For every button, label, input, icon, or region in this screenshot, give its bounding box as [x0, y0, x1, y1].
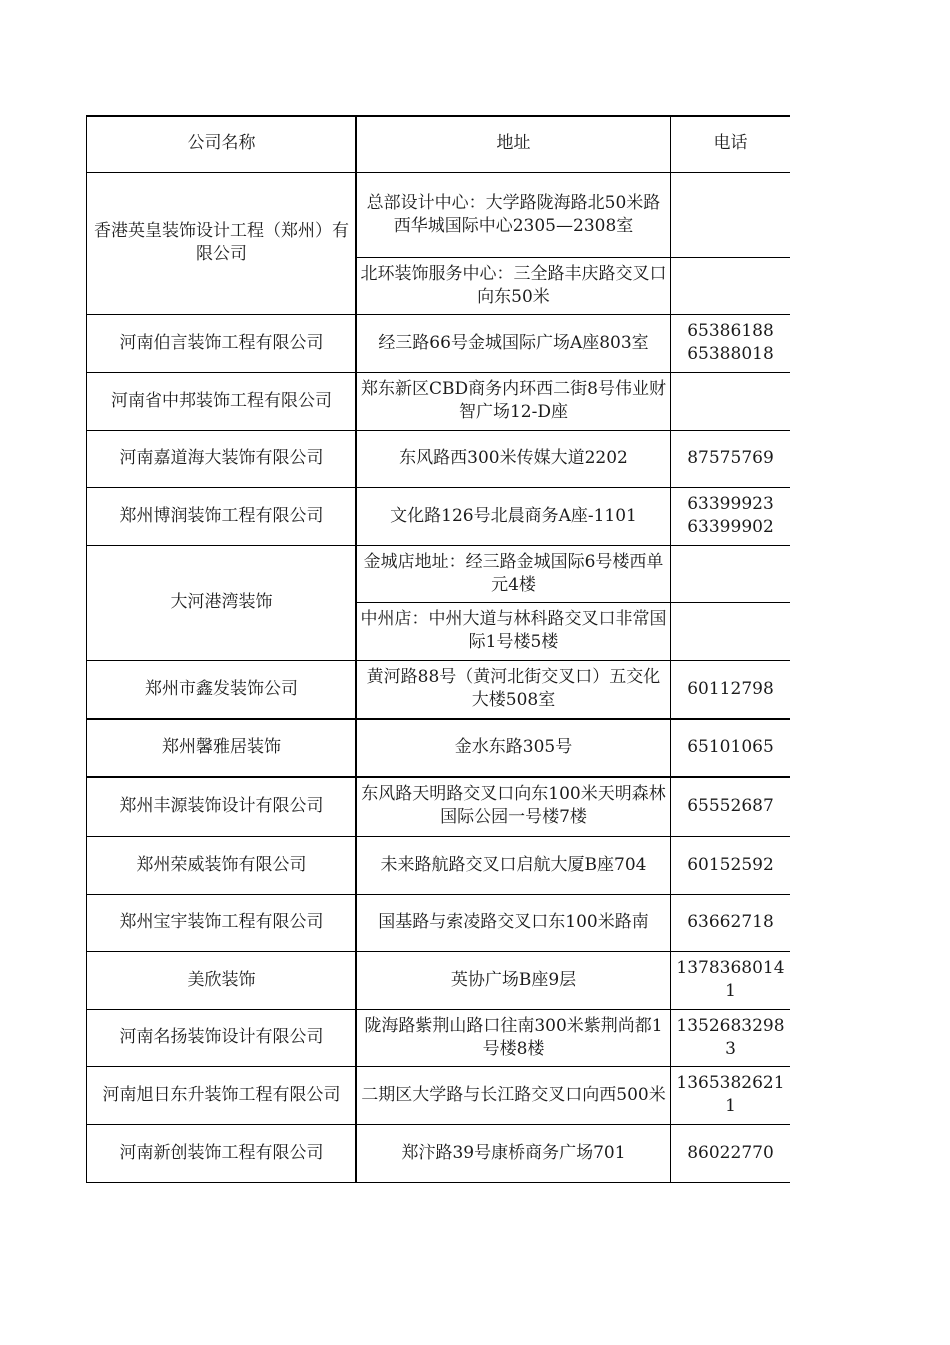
phone-cell	[673, 372, 788, 430]
address-cell: 英协广场B座9层	[450, 969, 577, 990]
company-name-cell: 河南新创装饰工程有限公司	[119, 1142, 324, 1163]
company-name-cell: 郑州丰源装饰设计有限公司	[119, 795, 324, 816]
phone-cell	[673, 257, 788, 314]
phone-cell	[673, 545, 788, 602]
phone-cell: 86022770	[687, 1142, 774, 1163]
table-rule	[355, 115, 357, 1183]
company-name-cell: 大河港湾装饰	[170, 592, 273, 612]
phone-cell: 13653826211	[676, 1073, 785, 1116]
company-name-cell: 美欣装饰	[187, 969, 256, 990]
address-cell: 金水东路305号	[454, 736, 573, 757]
phone-cell: 65552687	[687, 795, 774, 816]
address-cell: 中州店：中州大道与林科路交叉口非常国际1号楼5楼	[360, 609, 667, 652]
table-rule	[86, 1182, 790, 1183]
phone-cell: 60152592	[687, 854, 774, 875]
phone-cell: 63399923 63399902	[687, 494, 774, 537]
header-address: 地址	[496, 133, 531, 153]
phone-cell	[673, 172, 788, 257]
table-rule	[86, 115, 87, 1183]
address-cell: 郑汴路39号康桥商务广场701	[401, 1142, 626, 1163]
address-cell: 陇海路紫荆山路口往南300米紫荆尚都1号楼8楼	[364, 1015, 663, 1059]
company-name-cell: 河南旭日东升装饰工程有限公司	[102, 1084, 341, 1105]
address-cell: 东风路西300米传媒大道2202	[399, 448, 628, 468]
phone-cell: 65386188 65388018	[687, 321, 774, 364]
address-cell: 总部设计中心：大学路陇海路北50米路西华城国际中心2305—2308室	[366, 192, 661, 236]
company-name-cell: 河南名扬装饰设计有限公司	[119, 1027, 324, 1047]
company-name-cell: 郑州市鑫发装饰公司	[145, 678, 298, 699]
address-cell: 金城店地址：经三路金城国际6号楼西单元4楼	[363, 551, 664, 595]
address-cell: 郑东新区CBD商务内环西二街8号伟业财智广场12-D座	[361, 379, 666, 422]
table-rule	[86, 115, 790, 117]
company-name-cell: 河南伯言装饰工程有限公司	[119, 332, 324, 353]
address-cell: 东风路天明路交叉口向东100米天明森林国际公园一号楼7楼	[361, 784, 666, 827]
company-name-cell: 河南省中邦装饰工程有限公司	[111, 390, 332, 411]
company-name-cell: 香港英皇装饰设计工程（郑州）有限公司	[94, 221, 349, 264]
phone-cell: 63662718	[687, 912, 774, 932]
header-phone: 电话	[713, 133, 748, 153]
company-name-cell: 郑州荣威装饰有限公司	[136, 854, 307, 875]
phone-cell: 60112798	[687, 678, 774, 699]
phone-cell	[673, 602, 788, 660]
phone-cell: 13783680141	[676, 958, 785, 1001]
table-rule	[670, 115, 671, 1183]
address-cell: 经三路66号金城国际广场A座803室	[378, 332, 649, 353]
company-name-cell: 郑州博润装饰工程有限公司	[119, 505, 324, 526]
address-cell: 二期区大学路与长江路交叉口向西500米	[361, 1084, 666, 1105]
company-name-cell: 郑州宝宇装饰工程有限公司	[119, 912, 324, 932]
company-name-cell: 河南嘉道海大装饰有限公司	[119, 448, 324, 468]
address-cell: 未来路航路交叉口启航大厦B座704	[380, 854, 647, 875]
address-cell: 北环装饰服务中心：三全路丰庆路交叉口向东50米	[360, 263, 667, 307]
header-company: 公司名称	[187, 133, 256, 153]
phone-cell: 13526832983	[676, 1015, 785, 1059]
phone-cell: 65101065	[687, 736, 774, 757]
address-cell: 国基路与索凌路交叉口东100米路南	[378, 912, 649, 932]
phone-cell: 87575769	[687, 448, 774, 468]
address-cell: 文化路126号北晨商务A座-1101	[390, 505, 637, 526]
address-cell: 黄河路88号（黄河北街交叉口）五交化大楼508室	[366, 667, 661, 710]
company-name-cell: 郑州馨雅居装饰	[162, 736, 281, 757]
